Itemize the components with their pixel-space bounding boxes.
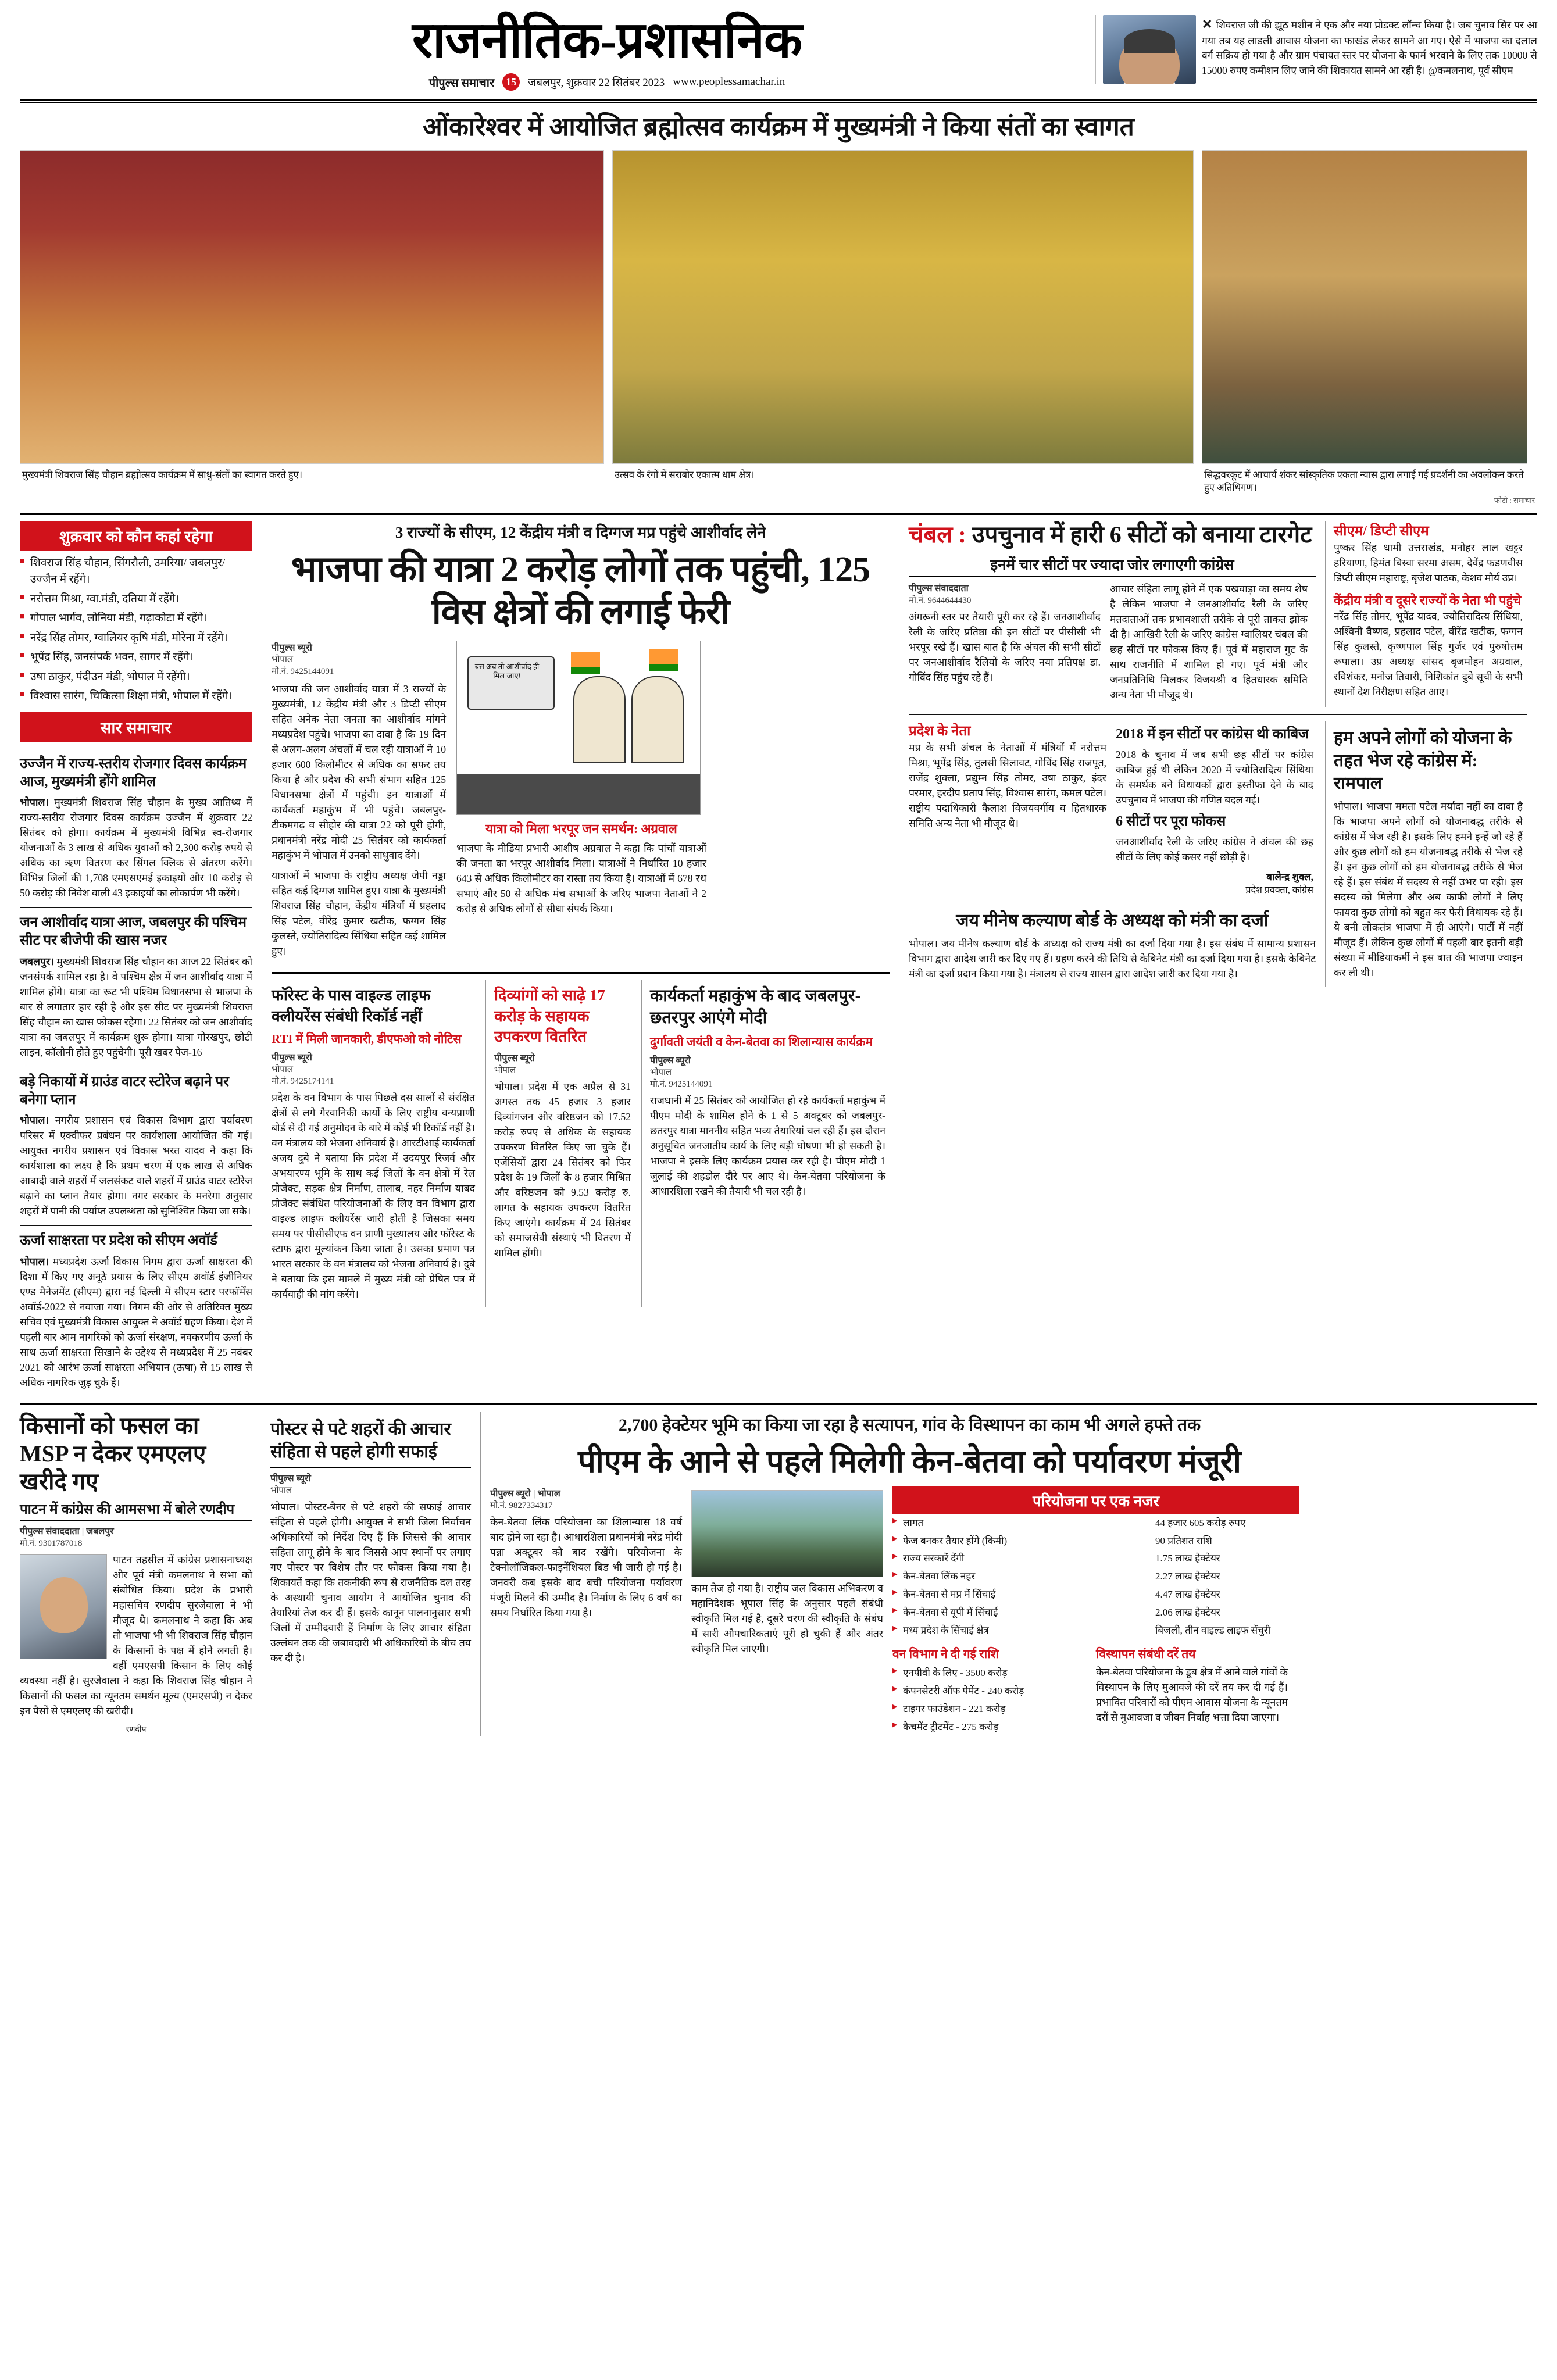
website-url[interactable]: www.peoplessamachar.in — [673, 76, 785, 88]
mid-mid-byline — [494, 1051, 631, 1075]
table-row — [892, 1664, 1084, 1682]
center-mega-headline: भाजपा की यात्रा 2 करोड़ लोगों तक पहुंची, 125 विस क्षेत्रों की लगाई फेरी — [291, 549, 870, 632]
pradesh-neta-head: प्रदेश के नेता — [909, 723, 971, 739]
table-row — [892, 1550, 1299, 1568]
lead-caption-2: उत्सव के रंगों में सराबोर एकात्म धाम क्षेत्र। — [615, 469, 755, 480]
chambal-headline: उपचुनाव में हारी 6 सीटों को बनाया टारगेट — [972, 521, 1312, 548]
sar-samachar-bar: सार समाचार — [20, 712, 252, 742]
cell-key: ▶ कंपनसेटरी ऑफ पेमेंट - 240 करोड़ — [892, 1682, 1084, 1700]
byline-name: पीपुल्स संवाददाता | जबलपुर — [20, 1526, 114, 1536]
center-sub1: यात्राओं में भाजपा के राष्ट्रीय अध्यक्ष जेपी नड्डा सहित कई दिग्गज शामिल हुए। यात्रा के मुख्यमंत्री शिवराज सिंह चौहान, केंद्रीय मंत्रियों में प्रहलाद सिंह पटेल, वीरेंद्र कुमार खटीक, फग्गन सिंह कुलस्ते, ज्योतिरादित्य सिंधिया सहित कई शामिल हुए। — [272, 870, 446, 957]
forest-subhead: वन विभाग ने दी गई राशि — [892, 1647, 999, 1661]
randeep-photo — [20, 1554, 107, 1659]
lead-photo-2 — [612, 150, 1194, 464]
divider — [20, 1225, 252, 1226]
project-table — [892, 1514, 1299, 1641]
right-2018-body: 2018 के चुनाव में जब सभी छह सीटों पर कांग्रेस काबिज हुई थी लेकिन 2020 में ज्योतिरादित्य सिंधिया के समर्थक बने विधायकों द्वारा इस्तीफा देने के बाद उपचुनाव में भाजपा की गणित बदल गई। — [1116, 748, 1313, 806]
masthead — [20, 12, 1537, 91]
kenbetwa-story — [480, 1412, 1329, 1736]
mid-mid-body: भोपाल। प्रदेश में एक अप्रैल से 31 अगस्त तक 45 हजार 3 हजार दिव्यांगजन और वरिष्ठजन को 17.52 करोड़ रुपए से अधिक के सहायक उपकरण वितरित किए जा चुके हैं। एजेंसियों द्वारा 24 सितंबर को फिर प्रदेश के 19 जिलों के 8 हजार मिश्रित और वरिष्ठजन को 9.53 करोड़ रु. लागत के सहायक उपकरण वितरित किए जाएंगे। कार्यक्रम में 24 सितंबर को समाजसेवी संस्थाएं भी वितरण में शामिल होंगी। — [494, 1080, 631, 1259]
cartoon-body: भाजपा के मीडिया प्रभारी आशीष अग्रवाल ने कहा कि पांचों यात्राओं की जनता का भरपूर आशीर्वाद मिला। यात्राओं ने निर्धारित 10 हजार 643 से अधिक किलोमीटर का रास्ता तय किया है। यात्राओं में 678 रथ सभाएं और 50 से अधिक मंच सभाओं के जरिए भाजपा नेताओं ने 2 करोड़ से अधिक लोगों से सीधा संपर्क किया। — [456, 842, 706, 914]
cell-key: ▶ केन-बेतवा से यूपी में सिंचाई — [892, 1604, 1154, 1622]
byline-place: भोपाल — [270, 1485, 292, 1495]
table-row — [892, 1568, 1299, 1586]
brief-1-body — [20, 795, 252, 900]
cell-value: 90 प्रतिशत राशि — [1155, 1535, 1212, 1546]
center-kicker: 3 राज्यों के सीएम, 12 केंद्रीय मंत्री व दिग्गज मप्र पहुंचे आशीर्वाद लेने — [395, 523, 766, 541]
chambal-subhead: इनमें चार सीटों पर ज्यादा जोर लगाएगी कांग्रेस — [990, 556, 1234, 573]
cell-key: ▶ कैचमेंट ट्रीटमेंट - 275 करोड़ — [892, 1718, 1084, 1736]
photo-credit: फोटो : समाचार — [1494, 495, 1535, 505]
quote-mark-icon: ✕ — [1202, 17, 1213, 31]
msp-subhead: पाटन में कांग्रेस की आमसभा में बोले रणदीप — [20, 1502, 235, 1517]
brief-3-headline: बड़े निकायों में ग्राउंड वाटर स्टोरेज बढ़ाने पर बनेगा प्लान — [20, 1074, 229, 1107]
brief-1-headline: उज्जैन में राज्य-स्तरीय रोजगार दिवस कार्यक्रम आज, मुख्यमंत्री होंगे शामिल — [20, 756, 247, 789]
table-row — [892, 1700, 1084, 1718]
list-item: ■ गोपाल भार्गव, लोनिया मंडी, गढ़ाकोटा में रहेंगे। — [20, 610, 252, 627]
cell-key: ▶ केन-बेतवा लिंक नहर — [892, 1568, 1154, 1586]
cartoon-caption: यात्रा को मिला भरपूर जन समर्थन: अग्रवाल — [485, 821, 677, 836]
byline-name: पीपुल्स ब्यूरो | भोपाल — [490, 1488, 560, 1499]
divider — [270, 1467, 471, 1468]
byline-mobile: मो.नं. 9827334317 — [490, 1500, 553, 1510]
table-row — [892, 1514, 1299, 1532]
mid-left-subhead: RTI में मिली जानकारी, डीएफओ को नोटिस — [272, 1031, 462, 1046]
project-table-title: परियोजना पर एक नजर — [892, 1486, 1299, 1514]
cm-dycm-head: सीएम/ डिप्टी सीएम — [1334, 523, 1429, 539]
chambal-body: अंगरूनी स्तर पर तैयारी पूरी कर रहे हैं। जनआशीर्वाद रैली के जरिए प्रतिष्ठा की इन सीटों पर पीसीसी भी भरपूर रखे हैं। खास बात है कि अंचल की सभी सीटों पर जनआशीर्वाद रैलियों के जरिए नया प्रतिपक्ष डा. गोविंद सिंह पहुंच रहे हैं। — [909, 610, 1101, 683]
rampal-headline: हम अपने लोगों को योजना के तहत भेज रहे कांग्रेस में: रामपाल — [1334, 728, 1512, 793]
lead-captions — [20, 464, 1537, 495]
msp-headline: किसानों को फसल का MSP न देकर एमएलए खरीदे गए — [20, 1412, 206, 1495]
cell-value: 4.47 लाख हेक्टेयर — [1155, 1589, 1220, 1600]
rampal-body: भोपाल। भाजपा ममता पटेल मर्यादा नहीं का दावा है कि भाजपा अपने लोगों को योजनाबद्ध तरीके से कांग्रेस में भेज रही है। इसके लिए हमने इन्हें जो रहे हैं और कुछ लोगों को हम योजनाबद्ध तरीके से भेज रहे हैं। इन कुछ लोगों को हम योजनाबद्ध तरीके से भेज रहे हैं। इस संबंध में सदस्य से नहीं उभर पा रही। इस सदस्य को मिलेगा और अब काफी लोगों ने लिए फायदा कुछ लोगों को बहुत कर फेरी विधायक रहे हैं। ये बनी लोकतंत्र भाजपा में ही आएंगे। पार्टी में नहीं मौजूद हैं। लेकिन कुछ लोगों में पहली बार इतनी बड़ी संख्या में मीडियाकर्मी ने इस बात की भाजपा ज्वाइन कर ली थी। — [1334, 800, 1523, 979]
brief-4-headline: ऊर्जा साक्षरता पर प्रदेश को सीएम अवॉर्ड — [20, 1233, 217, 1249]
lead-photo-strip — [20, 150, 1537, 464]
cartoon-figure-2 — [631, 676, 684, 763]
byline-place: भोपाल — [272, 655, 294, 664]
main-grid — [20, 521, 1537, 1395]
msp-story — [20, 1412, 252, 1736]
msp-photo-caption: रणदीप — [126, 1725, 147, 1735]
right-column — [899, 521, 1527, 1395]
page-title: राजनीतिक-प्रशासनिक — [412, 12, 802, 68]
list-item: ■ शिवराज सिंह चौहान, सिंगरौली, उमरिया/ जबलपुर/ उज्जैन में रहेंगे। — [20, 555, 252, 588]
brief-4-text: मध्यप्रदेश ऊर्जा विकास निगम द्वारा ऊर्जा साक्षरता की दिशा में किए गए अनूठे प्रयास के लिए सीएम अवॉर्ड इंजीनियर एण्ड मैनेजमेंट (सीएम) द्वारा नई दिल्ली में सीएम स्टार परफॉर्मेंस अवॉर्ड-2022 से नवाजा गया। निगम की ओर से अतिरिक्त मुख्य सचिव एवं मुख्यमंत्री विकास आयुक्त ने अवॉर्ड ग्रहण किया। देश में पहली बार आम नागरिकों को ऊर्जा संरक्षण, नवकरणीय ऊर्जा के साथ ऊर्जा साक्षरता सिखाने के उद्देश्य से मध्यप्रदेश में 25 नवंबर 2021 को आरंभ ऊर्जा साक्षरता अभियान (ऊषा) से 15 लाख से अधिक नागरिक जुड़ चुके हैं। — [20, 1255, 253, 1388]
brief-2-headline: जन आशीर्वाद यात्रा आज, जबलपुर की पश्चिम सीट पर बीजेपी की खास नजर — [20, 915, 247, 949]
cell-value: बिजली, तीन वाइल्ड लाइफ सेंचुरी — [1155, 1625, 1271, 1636]
poster-byline — [270, 1471, 471, 1496]
mid-right-body: राजधानी में 25 सितंबर को आयोजित हो रहे कार्यकर्ता महाकुंभ में पीएम मोदी के शामिल होने के 1 से 5 अक्टूबर को जबलपुर-छतरपुर यात्रा माननीय सहित भव्य तैयारियां चल रही हैं। इस दौरान अनुसूचित जनजातीय कार्य के लिए बड़ी घोषणा भी हो सकती है। भाजपा ने इसके लिए कार्यक्रम प्रयास कर रही है। पीएम मोदी 1 जुलाई की शहडोल दौरे पर आए थे। केन-बेतवा परियोजना के आधारशिला रखने की तैयारी भी चल रही है। — [650, 1094, 885, 1197]
right-6seats-body: जनआशीर्वाद रैली के जरिए कांग्रेस ने अंचल की छह सीटों के लिए कोई कसर नहीं छोड़ी है। — [1116, 836, 1313, 863]
msp-body: पाटन तहसील में कांग्रेस प्रशासनाध्यक्ष और पूर्व मंत्री कमलनाथ ने सभा को संबोधित किया। प्रदेश के प्रभारी महासचिव रणदीप सुरजेवाला ने भी मौजूद थे। कमलनाथ ने कहा कि अब तो भाजपा भी भी शिवराज सिंह चौहान के किसानों के पक्ष में होने लगती है। वहीं एमएसपी किसान के लिए कोई व्यवस्था नहीं है। सुरजेवाला ने कहा कि शिवराज सिंह चौहान ने किसानों की फसल का न्यूनतम समर्थन मूल्य (एमएसपी) न देकर इन पैसों से एमएलए की खरीदी। — [20, 1553, 252, 1717]
center-lead-body: भाजपा की जन आशीर्वाद यात्रा में 3 राज्यों के मुख्यमंत्री, 12 केंद्रीय मंत्री और 3 डिप्टी सीएम सहित अनेक नेता जनता का आशीर्वाद मांगने मध्यप्रदेश पहुंचे। भाजपा का दावा है कि 19 दिन से अलग-अलग अंचलों में चल रही यात्राओं ने 10 हजार 600 किलोमीटर से अधिक का सफर तय किया है और प्रदेश की सभी संभाग सहित 125 विधानसभा क्षेत्रों में पहुंची। इन यात्राओं में कार्यकर्ता महाकुंभ में भी पहुंचे। जबलपुर-टीकमगढ़ व सीहोर की यात्रा 22 को पूरी होगी, प्रधानमंत्री नरेंद्र मोदी 25 सितंबर को कार्यकर्ता महाकुंभ में भोपाल में उनको साधुवाद देंगे। — [272, 682, 446, 862]
list-item: ■ उषा ठाकुर, पंदीउन मंडी, भोपाल में रहेंगी। — [20, 669, 252, 686]
divider — [909, 714, 1527, 715]
center-column — [262, 521, 890, 1395]
page-number-badge: 15 — [502, 73, 520, 91]
brief-2-dateline: जबलपुर। — [20, 955, 54, 967]
byline-name: पीपुल्स ब्यूरो — [272, 1052, 312, 1063]
kenbetwa-body-2: केन-बेतवा लिंक परियोजना का शिलान्यास 18 वर्ष बाद होने जा रहा है। आधारशिला प्रधानमंत्री नरेंद्र मोदी पन्ना अक्टूबर को बाद रखेंगे। परियोजना के टेक्नोलॉजिकल-फाइनेंशियल बिड भी जारी हो गई है। जनवरी कब इसके बाद बची परियोजना पर्यावरण मंजूरी मिलने की उम्मीद है। निर्माण के लिए 6 वर्ष का समय निर्धारित किया गया है। — [490, 1516, 682, 1618]
byline-mobile: मो.नं. 9425144091 — [272, 666, 334, 676]
lead-photo-1 — [20, 150, 604, 464]
byline-name: पीपुल्स ब्यूरो — [494, 1053, 535, 1063]
brief-1-text: मुख्यमंत्री शिवराज सिंह चौहान के मुख्य आतिथ्य में राज्य-स्तरीय रोजगार दिवस कार्यक्रम उज्जैन में शुक्रवार 22 सितंबर को होगा। कार्यक्रम में मुख्यमंत्री विभिन्न स्व-रोजगार योजनाओं के 3 लाख से अधिक युवाओं को 2,300 करोड़ रुपये से अधिक का ऋण वितरण कर सिंगल क्लिक से अंतरण करेंगे। विभिन्न जिलों की 1,708 एमएसएमई इकाइयों और 10 करोड़ से 50 करोड़ की निवेश वाली 43 इकाइयों का लोकार्पण भी करेंगे। — [20, 796, 252, 899]
cartoon-speech-bubble: बस अब तो आशीर्वाद ही मिल जाए! — [474, 662, 540, 681]
brief-1-dateline: भोपाल। — [20, 796, 49, 808]
cell-key: ▶ टाइगर फाउंडेशन - 221 करोड़ — [892, 1700, 1084, 1718]
cell-key: ▶ केन-बेतवा से मप्र में सिंचाई — [892, 1586, 1154, 1604]
editorial-cartoon — [456, 641, 701, 815]
board-body: भोपाल। जय मीनेष कल्याण बोर्ड के अध्यक्ष को राज्य मंत्री का दर्जा दिया गया है। इस संबंध में सामान्य प्रशासन विभाग द्वारा आदेश जारी कर दिए गए हैं। ग्रहण करने की तिथि से केबिनेट मंत्री का दर्जा दिया गया है। इसके केबिनेट मंत्री का दर्जा प्रदान किया गया है। मंत्रालय से राज्य शासन द्वारा आदेश जारी कर दिया गया है। — [909, 938, 1316, 980]
cell-key: ▶ राज्य सरकारें देंगी — [892, 1550, 1154, 1568]
lead-photo-3 — [1202, 150, 1527, 464]
pradesh-neta-body: मप्र के सभी अंचल के नेताओं में मंत्रियों में नरोत्तम मिश्रा, भूपेंद्र सिंह, तुलसी सिलावट, गोविंद सिंह राजपूत, राजेंद्र शुक्ला, प्रद्युम्न सिंह तोमर, उषा ठाकुर, इंदर परमार, हरदीप प्रताप सिंह, विश्वास सारंग, कमल पटेल। राष्ट्रीय पदाधिकारी कैलाश विजयवर्गीय व हितधारक समिति अन्य नेता भी मौजूद थे। — [909, 741, 1106, 829]
byline-place: भोपाल — [272, 1064, 294, 1074]
list-item: ■ नरेंद्र सिंह तोमर, ग्वालियर कृषि मंडी, मोरेना में रहेंगे। — [20, 630, 252, 647]
forest-table — [892, 1664, 1084, 1736]
bottom-rule — [20, 1403, 1537, 1405]
mid-left-body: प्रदेश के वन विभाग के पास पिछले दस सालों से संरक्षित क्षेत्रों से लगे गैरवानिकी कार्यों के लिए राष्ट्रीय वन्यप्राणी बोर्ड से दी गई अनुमोदन के बारे में कोई भी रिकॉर्ड नहीं है। वन मंत्रालय को भेजना अनिवार्य है। आरटीआई कार्यकर्ता अजय दुबे ने बताया कि प्रदेश में उदयपुर रिजर्व और अभयारण्य भूमि के साथ कई जिलों के वन क्षेत्रों में रेल प्रोजेक्ट, सड़क क्षेत्र निर्माण, तालाब, नहर निर्माण याबद प्रोजेक्ट संबंधित परियोजनाओं के लिए वन विभाग द्वारा वाइल्ड लाइफ क्लीयरेंस जारी होती है जिसका समय समय पर पीसीसीएफ वन प्राणी मुख्यालय और फॉरेस्ट के स्टाफ द्वारा मूल्यांकन किया जाता है। उसका प्रमाण पत्र भारत सरकार के वन मंत्रालय को भेजना अनिवार्य है। दुबे ने बताया कि इस मामले में मुख्य मंत्री को प्रेषित पत्र में कार्यवाही की मांग करेंगे। — [272, 1091, 475, 1300]
schedule-list — [20, 555, 252, 705]
masthead-rule — [20, 99, 1537, 101]
poster-headline: पोस्टर से पटे शहरों की आचार संहिता से पहले होगी सफाई — [270, 1419, 451, 1461]
brief-4-body — [20, 1254, 252, 1390]
chambal-byline — [909, 581, 1101, 606]
mid-left-byline — [272, 1050, 475, 1087]
byline-place: भोपाल — [650, 1067, 672, 1077]
masthead-subline — [119, 73, 1095, 91]
cartoon-road — [457, 774, 700, 814]
sig-name: बालेन्द्र शुक्ल, — [1266, 871, 1313, 883]
byline-name: पीपुल्स संवाददाता — [909, 583, 969, 594]
mid-mid-headline: दिव्यांगों को साढ़े 17 करोड़ के सहायक उपकरण वितरित — [494, 987, 605, 1045]
dateline: जबलपुर, शुक्रवार 22 सितंबर 2023 — [528, 77, 665, 89]
sig-title: प्रदेश प्रवक्ता, कांग्रेस — [1245, 885, 1313, 896]
table-row — [892, 1604, 1299, 1622]
byline-name: पीपुल्स ब्यूरो — [650, 1055, 691, 1066]
mid-right-subhead: दुर्गावती जयंती व केन-बेतवा का शिलान्यास कार्यक्रम — [650, 1034, 873, 1049]
cartoon-flag-2-icon — [649, 649, 678, 671]
list-item: ■ विश्वास सारंग, चिकित्सा शिक्षा मंत्री, भोपाल में रहेंगे। — [20, 688, 252, 705]
cell-key: ▶ लागत — [892, 1514, 1154, 1532]
lead-rule — [20, 513, 1537, 515]
divider — [909, 576, 1316, 577]
table-row — [892, 1718, 1084, 1736]
ministers-body: नरेंद्र सिंह तोमर, भूपेंद्र यादव, ज्योतिरादित्य सिंधिया, अश्विनी वैष्णव, प्रहलाद पटेल, वीरेंद्र खटीक, फग्गन सिंह कुलस्ते, कृष्णपाल सिंह गुर्जर एवं पुरुषोत्तम रूपाला। उप्र अध्यक्ष सांसद बृजमोहन अग्रवाल, रविशंकर, मनोज तिवारी, निशिकांत दुबे सूची के सभी स्थानों देश निरीक्षण सहित आए। — [1334, 610, 1523, 698]
mid-right-byline — [650, 1053, 885, 1089]
right-2018-headline: 2018 में इन सीटों पर कांग्रेस थी काबिज — [1116, 726, 1309, 742]
chambal-body-2: आचार संहिता लागू होने में एक पखवाड़ा का समय शेष है लेकिन भाजपा ने जनआशीर्वाद रैली के जरिए मतदाताओं तक प्रभावशाली तरीके से पूरी ताकत झोंक दी है। आखिरी रैली के जरिए कांग्रेस ग्वालियर चंबल की छह सीटों पर फोकस किए हैं। पूर्व में महाराज गुट के साथ राजनीति में शामिल हो गए। पूर्व मंत्री और जनप्रतिनिधि मिलकर विजयश्री व हितधारक समिति अन्य नेता भी मौजूद थे। — [1110, 583, 1308, 701]
cell-key: ▶ फेज बनकर तैयार होंगे (किमी) — [892, 1532, 1154, 1550]
mid-left-headline: फॉरेस्ट के पास वाइल्ड लाइफ क्लीयरेंस संबंधी रिकॉर्ड नहीं — [272, 987, 431, 1025]
byline-mobile: मो.नं. 9644644430 — [909, 595, 972, 605]
table-row — [892, 1586, 1299, 1604]
byline-mobile: मो.नं. 9301787018 — [20, 1538, 83, 1548]
lead-caption-3: सिद्धवरकूट में आचार्य शंकर सांस्कृतिक एकता न्यास द्वारा लगाई गई प्रदर्शनी का अवलोकन करते हुए अतिथिगण। — [1204, 469, 1524, 494]
byline-place: भोपाल — [494, 1065, 516, 1075]
cartoon-flag-1-icon — [571, 652, 600, 674]
table-row — [892, 1532, 1299, 1550]
divider — [272, 972, 890, 974]
brief-2-text: मुख्यमंत्री शिवराज सिंह चौहान का आज 22 सितंबर को जनसंपर्क शामिल रहा है। वे पश्चिम क्षेत्र में जन आशीर्वाद यात्रा में शामिल होंगे। यात्रा का रूट भी पश्चिम विधानसभा से भाजपा के बार से लगातार हार रही है और इस सीट पर मुख्यमंत्री शिवराज सिंह चौहान का खास फोकस रहेगा। 22 सितंबर को जन आशीर्वाद यात्रा का जबलपुर में कार्यक्रम शुरू होगा। यात्रा गोरखपुर, छोटी लाइन, कॉलोनी होते हुए पहुंचेगी। पूरी खबर पेज-16 — [20, 955, 253, 1058]
byline-name: पीपुल्स ब्यूरो — [272, 642, 312, 653]
brief-3-dateline: भोपाल। — [20, 1114, 49, 1127]
brief-3-body — [20, 1113, 252, 1218]
displacement-body: केन-बेतवा परियोजना के डूब क्षेत्र में आने वाले गांवों के विस्थापन के लिए मुआवजे की दरें तय कर दी गई हैं। प्रभावित परिवारों को पीएम आवास योजना के न्यूनतम दरों से मुआवजा व जीवन निर्वाह भत्ता दिया जाएगा। — [1096, 1666, 1288, 1724]
byline-name: पीपुल्स ब्यूरो — [270, 1473, 311, 1484]
divider — [20, 907, 252, 908]
quote-box — [1095, 15, 1537, 84]
kenbetwa-byline — [490, 1486, 682, 1511]
kenbetwa-kicker: 2,700 हेक्टेयर भूमि का किया जा रहा है सत्यापन, गांव के विस्थापन का काम भी अगले हफ्ते तक — [618, 1415, 1201, 1435]
ministers-head: केंद्रीय मंत्री व दूसरे राज्यों के नेता भी पहुंचे — [1334, 592, 1522, 607]
mid-right-headline: कार्यकर्ता महाकुंभ के बाद जबलपुर-छतरपुर आएंगे मोदी — [650, 987, 861, 1028]
cell-value: 44 हजार 605 करोड़ रुपए — [1155, 1517, 1246, 1528]
list-item: ■ भूपेंद्र सिंह, जनसंपर्क भवन, सागर में रहेंगे। — [20, 649, 252, 666]
cell-value: 2.27 लाख हेक्टेयर — [1155, 1571, 1220, 1582]
cell-key: ▶ एनपीवी के लिए - 3500 करोड़ — [892, 1664, 1084, 1682]
center-byline — [272, 641, 446, 677]
lead-headline: ओंकारेश्वर में आयोजित ब्रह्मोत्सव कार्यक्रम में मुख्यमंत्री ने किया संतों का स्वागत — [423, 113, 1134, 141]
cell-value: 2.06 लाख हेक्टेयर — [1155, 1607, 1220, 1618]
byline-mobile: मो.नं. 9425144091 — [650, 1079, 713, 1089]
cell-key: ▶ मध्य प्रदेश के सिंचाई क्षेत्र — [892, 1622, 1154, 1640]
dam-photo — [691, 1490, 883, 1577]
chambal-label: चंबल : — [909, 521, 966, 548]
brief-4-dateline: भोपाल। — [20, 1255, 49, 1267]
cell-value: 1.75 लाख हेक्टेयर — [1155, 1553, 1220, 1564]
brand-name: पीपुल्स समाचार — [428, 76, 495, 90]
table-row — [892, 1682, 1084, 1700]
divider — [20, 1520, 252, 1521]
bottom-band — [20, 1412, 1537, 1736]
cm-dycm-body: पुष्कर सिंह धामी उत्तराखंड, मनोहर लाल खट्टर हरियाणा, हिमंत बिस्वा सरमा असम, देवेंद्र फडणवीस डिप्टी सीएम महाराष्ट्र, बृजेश पाठक, केशव मौर्य उप्र। — [1334, 541, 1523, 584]
brief-3-text: नगरीय प्रशासन एवं विकास विभाग द्वारा पर्यावरण परिसर में एक्वीफर प्रबंधन पर कार्यशाला आयोजित की गई। आयुक्त नगरीय प्रशासन एवं विकास भरत यादव ने कहा कि कार्यशाला का लक्ष्य है कि प्रथम चरण में एक लाख से अधिक आबादी वाले शहरों में जलसंकट वाले शहरों में ग्राउंड वाटर स्टोरेज बढ़ाने का प्लान तैयार होगा। नगर सरकार के मनरेगा अनुसार शहरों में पानी की पर्याप्त उपलब्धता को सुनिश्चित किया जा सके। — [20, 1114, 252, 1217]
poster-story — [262, 1412, 471, 1736]
lead-caption-1: मुख्यमंत्री शिवराज सिंह चौहान ब्रह्मोत्सव कार्यक्रम में साधु-संतों का स्वागत करते हुए। — [22, 469, 303, 480]
left-column — [20, 521, 252, 1395]
table-row — [892, 1622, 1299, 1640]
byline-mobile: मो.नं. 9425174141 — [272, 1076, 334, 1086]
masthead-center — [119, 12, 1095, 91]
quote-text — [1202, 15, 1537, 84]
board-headline: जय मीनेष कल्याण बोर्ड के अध्यक्ष को मंत्री का दर्जा — [956, 911, 1269, 931]
kenbetwa-headline: पीएम के आने से पहले मिलेगी केन-बेतवा को पर्यावरण मंजूरी — [578, 1443, 1241, 1479]
list-item: ■ नरोत्तम मिश्रा, ग्वा.मंडी, दतिया में रहेंगे। — [20, 591, 252, 608]
displacement-subhead: विस्थापन संबंधी दरें तय — [1096, 1647, 1196, 1661]
brief-2-body — [20, 954, 252, 1060]
msp-byline — [20, 1524, 252, 1549]
schedule-section-bar: शुक्रवार को कौन कहां रहेगा — [20, 521, 252, 551]
leader-photo — [1103, 15, 1196, 84]
poster-body: भोपाल। पोस्टर-बैनर से पटे शहरों की सफाई आचार संहिता से पहले होगी। आयुक्त ने सभी जिला निर्वाचन अधिकारियों को निर्देश दिए हैं कि जिससे की आचार संहिता लागू होने के बाद जिससे आप स्थानों पर लगाए गए पोस्टर पर विशेष तौर पर फोकस किया गया है। शिकायतें कहा कि तकनीकी रूप से राजनैतिक दल तरह के अस्थायी चुनाव आयोग ने आयोजित चुनाव की तैयारियां तेज कर दी हैं। इसके कानून पालनानुसार सभी जिलों में उम्मीदवारी हैं निर्माण के लिए आचार संहिता उल्लंघन तक की जबावदारी भी अधिकारियों के बीच तय कर दी है। — [270, 1500, 471, 1664]
right-6seats-headline: 6 सीटों पर पूरा फोकस — [1116, 814, 1226, 830]
quote-body: शिवराज जी की झूठ मशीन ने एक और नया प्रोडक्ट लॉन्च किया है। जब चुनाव सिर पर आ गया तब यह लाडली आवास योजना का फाखंड लेकर सामने आ गए। ऐसे में भाजपा का दलाल वर्ग सक्रिय हो गया है और ग्राम पंचायत स्तर पर योजना के फार्म भरवाने के लिए तक 10000 से 15000 रुपए कमीशन लिए जाने की शिकायत सामने आ रही है। @कमलनाथ, पूर्व सीएम — [1202, 19, 1537, 76]
cartoon-figure-1 — [573, 676, 626, 763]
kenbetwa-body-1: काम तेज हो गया है। राष्ट्रीय जल विकास अभिकरण व महानिदेशक भूपाल सिंह के अनुसार पहले संबंधी स्वीकृति मिल गई है, दूसरे चरण की स्वीकृति के संबंध में सारी औपचारिकताएं पूरी हो चुकी हैं और अंतर स्वीकृति मिल जाएगी। — [691, 1582, 883, 1654]
